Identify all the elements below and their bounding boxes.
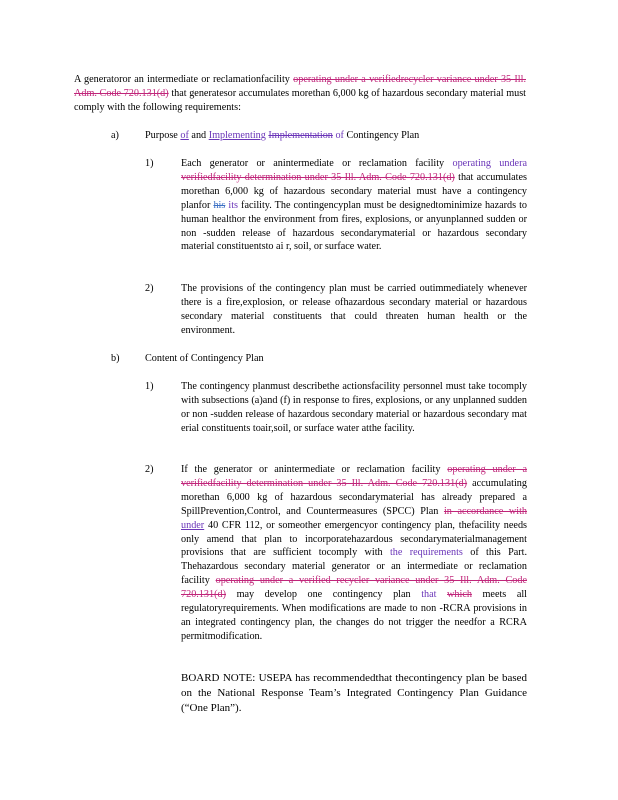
b2-modified-1: the requirements xyxy=(389,547,463,559)
b2-deleted-1: operating under a verifiedfacility determination under 35 Ill. Adm. Code 720.131(d) xyxy=(181,464,527,489)
item-b2-number: 2) xyxy=(145,464,154,475)
intro-deleted-text: operating under a verifiedrecycler variance under 35 Ill. Adm. Code 720.131(d) xyxy=(74,74,526,99)
b2-text-2: accumulating morethan 6,000 kg of hazardous secondarymaterial has already prepared a SpillPrevention,Control, and Countermeasures (SPCC) Plan xyxy=(181,477,527,517)
item-a2-paragraph: The provisions of the contingency plan must be carried outimmediately whenever there is a fire,explosion, or release ofhazardous secondary material or hazardous secondary material constituents that could threaten human health or the environment. xyxy=(181,283,527,336)
a1-text-1: Each generator or anintermediate or reclamation facility xyxy=(181,158,445,169)
b2-text-5: may develop one contingency plan xyxy=(236,589,411,601)
a1-text-2: that accumulates morethan 6,000 kg of hazardous secondary material must have a contingency planfor xyxy=(181,171,528,211)
b2-deleted-4: which xyxy=(447,589,472,601)
section-b-label: b) xyxy=(111,353,120,364)
section-a-inserted-2: Implementing xyxy=(208,130,266,141)
intro-text-2: that generatesor accumulates morethan 6,000 kg of hazardous secondary material must comply with the following requirements: xyxy=(74,87,527,113)
b2-text-3: 40 CFR 112, or someother emergencyor contingency plan, thefacility needs only amend that plan to incorporatehazardous secondarymaterialmanagement provisions that are sufficient tocomply with xyxy=(181,519,528,559)
a1-modified-1: operating undera xyxy=(452,158,527,169)
item-b1-paragraph: The contingency planmust describethe actionsfacility personnel must take tocomply with subsections (a)and (f) in response to fires, explosions, or any unplanned sudden or non -sudden release of hazardous secondary material or hazardous secondary mat erial constituents toair,soil, or surface water atthe facility. xyxy=(181,381,527,434)
a1-inserted-1: its xyxy=(228,199,239,211)
item-b1-number: 1) xyxy=(145,381,154,392)
section-a-deleted-1: Implementation xyxy=(268,130,333,141)
intro-text-1: A generatoror an intermediate or reclamationfacility xyxy=(74,74,290,85)
section-b-heading: Content of Contingency Plan xyxy=(145,353,264,364)
section-a-text-2: and xyxy=(191,130,207,141)
section-a-inserted-3: of xyxy=(335,130,344,141)
a1-deleted-1: verifiedfacility determination under 35 Ill. Adm. Code 720.131(d) xyxy=(181,171,455,183)
intro-paragraph xyxy=(74,73,526,115)
section-a-label: a) xyxy=(111,130,119,141)
item-a1-number: 1) xyxy=(145,158,154,169)
section-a-text-3: Contingency Plan xyxy=(346,130,420,141)
b2-text-6: meets all regulatoryrequirements. When modifications are made to non -RCRA provisions in an integrated contingency plan, the changes do not trigger the needfor a RCRA permitmodification. xyxy=(181,589,528,642)
board-note: BOARD NOTE: USEPA has recommendedthat thecontingency plan be based on the National Response Team’s Integrated Contingency Plan Guidance (“One Plan”). xyxy=(181,672,527,714)
b2-modified-2: that xyxy=(421,589,437,601)
section-a-inserted-1: of xyxy=(180,130,189,141)
item-a2-number: 2) xyxy=(145,283,154,294)
a1-deleted-2: his xyxy=(213,199,226,211)
section-a-text-1: Purpose xyxy=(145,130,178,141)
a1-text-3: facility. The contingencyplan must be designedtominimize hazards to human healthor the environment from fires, explosions, or anyunplanned sudden or non -sudden release of hazardous secondarymaterial or hazardous secondary material constituentsto ai r, soil, or surface water. xyxy=(181,199,528,253)
b2-deleted-2: in accordance with xyxy=(443,505,528,517)
b2-text-1: If the generator or anintermediate or reclamation facility xyxy=(181,464,441,475)
section-a-heading xyxy=(145,129,525,143)
item-a1-paragraph xyxy=(181,157,527,254)
b2-deleted-3: operating under a verified recycler variance under 35 Ill. Adm. Code 720.131(d) xyxy=(181,575,528,601)
item-b2-paragraph xyxy=(181,463,527,644)
b2-inserted-1: under xyxy=(181,519,205,531)
b2-text-4: of this Part. Thehazardous secondary material generator or an intermediate or reclamation facility xyxy=(181,547,528,587)
